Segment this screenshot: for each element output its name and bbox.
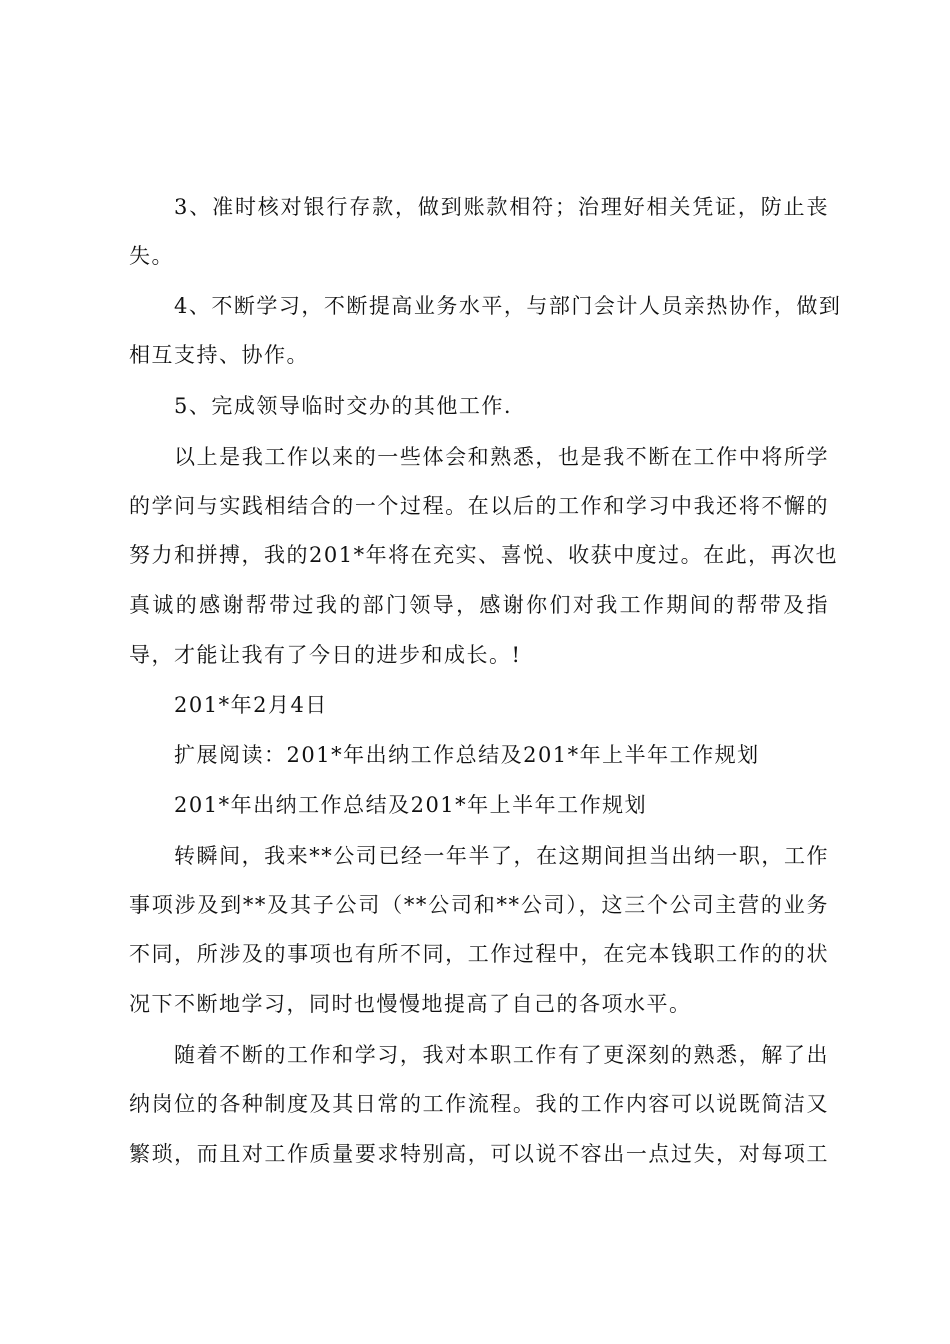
extended-reading-line: 扩展阅读：201*年出纳工作总结及201*年上半年工作规划 xyxy=(174,743,760,767)
text-line: 5、完成领导临时交办的其他工作. xyxy=(174,394,513,418)
text-line: 4、不断学习，不断提高业务水平，与部门会计人员亲热协作，做到 xyxy=(174,294,842,318)
text-line: 失。 xyxy=(129,244,174,268)
text-line: 况下不断地学习，同时也慢慢地提高了自己的各项水平。 xyxy=(129,992,692,1016)
text-line: 以上是我工作以来的一些体会和熟悉，也是我不断在工作中将所学 xyxy=(174,445,829,469)
text-line: 转瞬间，我来**公司已经一年半了，在这期间担当出纳一职，工作 xyxy=(174,844,829,868)
text-line: 不同，所涉及的事项也有所不同，工作过程中，在完本钱职工作的的状 xyxy=(129,942,829,966)
text-line: 事项涉及到**及其子公司（**公司和**公司），这三个公司主营的业务 xyxy=(129,893,829,917)
text-line: 随着不断的工作和学习，我对本职工作有了更深刻的熟悉，解了出 xyxy=(174,1043,829,1067)
section-title: 201*年出纳工作总结及201*年上半年工作规划 xyxy=(174,793,648,817)
text-line: 努力和拼搏，我的201*年将在充实、喜悦、收获中度过。在此，再次也 xyxy=(129,543,839,567)
text-line: 纳岗位的各种制度及其日常的工作流程。我的工作内容可以说既简洁又 xyxy=(129,1092,829,1116)
text-line: 相互支持、协作。 xyxy=(129,343,309,367)
text-line: 的学问与实践相结合的一个过程。在以后的工作和学习中我还将不懈的 xyxy=(129,494,829,518)
text-line: 繁琐，而且对工作质量要求特别高，可以说不容出一点过失，对每项工 xyxy=(129,1142,829,1166)
text-line: 3、准时核对银行存款，做到账款相符；治理好相关凭证，防止丧 xyxy=(174,195,829,219)
text-line: 真诚的感谢帮带过我的部门领导，感谢你们对我工作期间的帮带及指 xyxy=(129,593,829,617)
date-line: 201*年2月4日 xyxy=(174,693,328,717)
text-line: 导，才能让我有了今日的进步和成长。! xyxy=(129,643,522,667)
